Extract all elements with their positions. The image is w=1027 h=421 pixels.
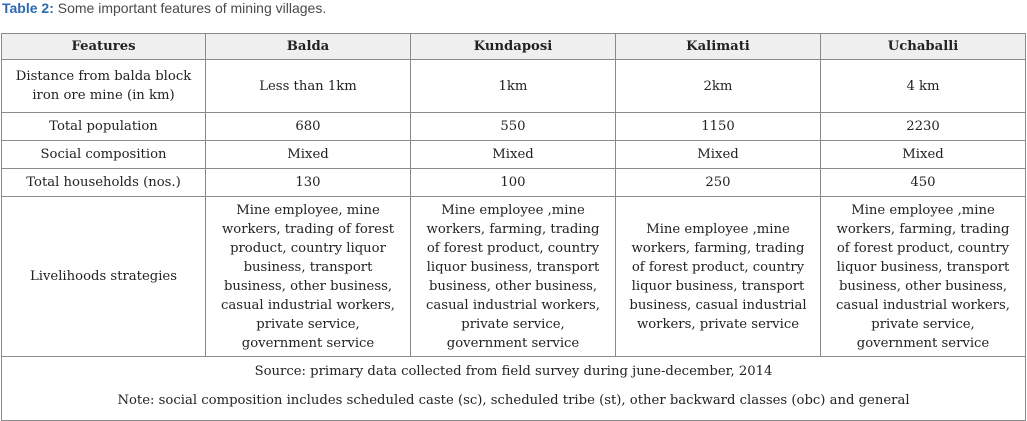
row-label-households: Total households (nos.) xyxy=(2,169,206,197)
cell-households-balda: 130 xyxy=(206,169,411,197)
table-source: Source: primary data collected from field survey during june-december, 2014 xyxy=(254,364,773,379)
cell-social-balda: Mixed xyxy=(206,141,411,169)
header-balda: Balda xyxy=(206,34,411,60)
cell-distance-kalimati: 2km xyxy=(616,60,821,113)
table-row xyxy=(2,60,1026,113)
header-features: Features xyxy=(2,34,206,60)
cell-social-kundaposi: Mixed xyxy=(411,141,616,169)
table-note: Note: social composition includes scheduled caste (sc), scheduled tribe (st), other backward classes (obc) and general xyxy=(117,393,910,408)
header-uchaballi: Uchaballi xyxy=(821,34,1026,60)
table-caption-text: Some important features of mining villages. xyxy=(53,0,327,16)
cell-households-kalimati: 250 xyxy=(616,169,821,197)
table-footer-row xyxy=(2,357,1026,421)
cell-livelihoods-kundaposi: Mine employee ,mine workers, farming, trading of forest product, country liquor business, transport business, other business, casual industrial workers, private service, government service xyxy=(411,197,616,357)
cell-population-kalimati: 1150 xyxy=(616,113,821,141)
cell-livelihoods-kalimati: Mine employee ,mine workers, farming, trading of forest product, country liquor business, transport business, casual industrial workers, private service xyxy=(616,197,821,357)
cell-distance-kundaposi: 1km xyxy=(411,60,616,113)
cell-households-kundaposi: 100 xyxy=(411,169,616,197)
table-row xyxy=(2,197,1026,357)
row-label-distance: Distance from balda block iron ore mine (in km) xyxy=(2,60,206,113)
mining-villages-table xyxy=(1,33,1026,421)
table-row xyxy=(2,141,1026,169)
table-caption xyxy=(2,0,326,17)
cell-livelihoods-balda: Mine employee, mine workers, trading of forest product, country liquor business, transport business, other business, casual industrial workers, private service, government service xyxy=(206,197,411,357)
row-label-population: Total population xyxy=(2,113,206,141)
table-footer xyxy=(2,357,1026,421)
table-row xyxy=(2,113,1026,141)
table-caption-label: Table 2: xyxy=(2,0,54,16)
row-label-social: Social composition xyxy=(2,141,206,169)
header-kundaposi: Kundaposi xyxy=(411,34,616,60)
cell-social-uchaballi: Mixed xyxy=(821,141,1026,169)
header-row xyxy=(2,34,1026,60)
cell-population-kundaposi: 550 xyxy=(411,113,616,141)
cell-population-balda: 680 xyxy=(206,113,411,141)
table-row xyxy=(2,169,1026,197)
cell-population-uchaballi: 2230 xyxy=(821,113,1026,141)
cell-distance-balda: Less than 1km xyxy=(206,60,411,113)
cell-households-uchaballi: 450 xyxy=(821,169,1026,197)
cell-livelihoods-uchaballi: Mine employee ,mine workers, farming, trading of forest product, country liquor business, transport business, other business, casual industrial workers, private service, government service xyxy=(821,197,1026,357)
header-kalimati: Kalimati xyxy=(616,34,821,60)
cell-social-kalimati: Mixed xyxy=(616,141,821,169)
row-label-livelihoods: Livelihoods strategies xyxy=(2,197,206,357)
cell-distance-uchaballi: 4 km xyxy=(821,60,1026,113)
